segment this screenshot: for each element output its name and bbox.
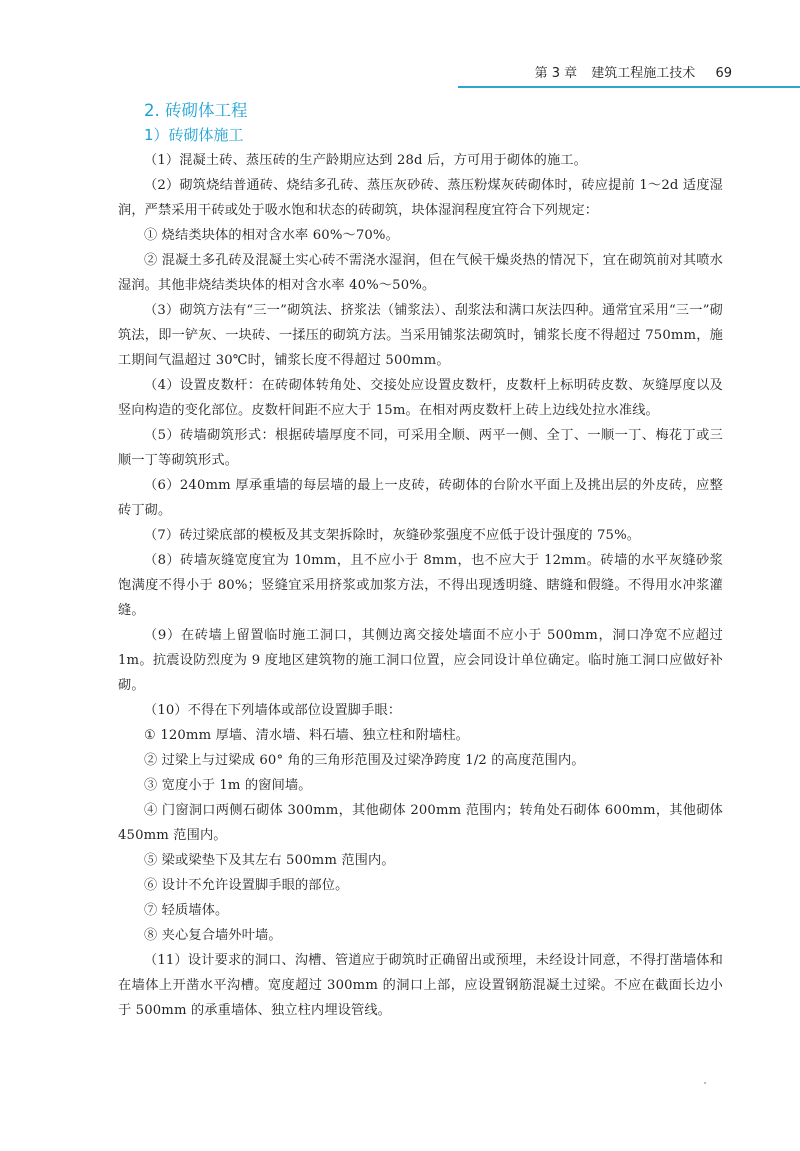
paragraph: （4）设置皮数杆：在砖砌体转角处、交接处应设置皮数杆，皮数杆上标明砖皮数、灰缝厚度以及竖向构造的变化部位。皮数杆间距不应大于 15m。在相对两皮数杆上砖上边线处拉水准线。 <box>118 378 723 418</box>
chapter-label: 第 3 章 <box>534 66 578 81</box>
section-heading: 2. 砖砌体工程 <box>144 101 248 120</box>
header-rule <box>458 86 800 88</box>
list-item: ② 混凝土多孔砖及混凝土实心砖不需浇水湿润，但在气候干燥炎热的情况下，宜在砌筑前对其喷水湿润。其他非烧结类块体的相对含水率 40%～50%。 <box>118 253 723 293</box>
list-item: ⑦ 轻质墙体。 <box>144 903 229 918</box>
paragraph: （2）砌筑烧结普通砖、烧结多孔砖、蒸压灰砂砖、蒸压粉煤灰砖砌体时，砖应提前 1～2d 适度湿润，严禁采用干砖或处于吸水饱和状态的砖砌筑，块体湿润程度宜符合下列规定： <box>118 178 723 218</box>
list-item: ④ 门窗洞口两侧石砌体 300mm，其他砌体 200mm 范围内；转角处石砌体 600mm，其他砌体 450mm 范围内。 <box>118 803 723 843</box>
list-item: ① 120mm 厚墙、清水墙、料石墙、独立柱和附墙柱。 <box>144 728 469 743</box>
chapter-title: 建筑工程施工技术 <box>591 66 696 81</box>
paragraph: （7）砖过梁底部的模板及其支架拆除时，灰缝砂浆强度不应低于设计强度的 75%。 <box>144 528 641 543</box>
paragraph: （10）不得在下列墙体或部位设置脚手眼： <box>144 703 402 718</box>
subsection-heading: 1）砖砌体施工 <box>144 126 244 144</box>
list-item: ⑧ 夹心复合墙外叶墙。 <box>144 928 282 943</box>
page-header <box>0 54 800 88</box>
page-number: 69 <box>715 66 732 81</box>
paragraph: （3）砌筑方法有“三一”砌筑法、挤浆法（铺浆法）、刮浆法和满口灰法四种。通常宜采用“三一”砌筑法，即一铲灰、一块砖、一揉压的砌筑方法。当采用铺浆法砌筑时，铺浆长度不得超过 750mm，施工期间气温超过 30℃时，铺浆长度不得超过 500mm。 <box>118 303 723 368</box>
list-item: ② 过梁上与过梁成 60° 角的三角形范围及过梁净跨度 1/2 的高度范围内。 <box>144 753 585 768</box>
paragraph: （6）240mm 厚承重墙的每层墙的最上一皮砖，砖砌体的台阶水平面上及挑出层的外皮砖，应整砖丁砌。 <box>118 478 723 518</box>
page-speck <box>704 1082 706 1084</box>
list-item: ③ 宽度小于 1m 的窗间墙。 <box>144 778 312 793</box>
list-item: ⑥ 设计不允许设置脚手眼的部位。 <box>144 878 349 893</box>
paragraph: （1）混凝土砖、蒸压砖的生产龄期应达到 28d 后，方可用于砌体的施工。 <box>144 153 588 168</box>
paragraph: （11）设计要求的洞口、沟槽、管道应于砌筑时正确留出或预埋，未经设计同意，不得打凿墙体和在墙体上开凿水平沟槽。宽度超过 300mm 的洞口上部，应设置钢筋混凝土过梁。不应在截面长边小于 500mm 的承重墙体、独立柱内埋设管线。 <box>118 953 723 1018</box>
paragraph: （9）在砖墙上留置临时施工洞口，其侧边离交接处墙面不应小于 500mm，洞口净宽不应超过 1m。抗震设防烈度为 9 度地区建筑物的施工洞口位置，应会同设计单位确定。临时施工洞口应做好补砌。 <box>118 628 723 693</box>
paragraph: （5）砖墙砌筑形式：根据砖墙厚度不同，可采用全顺、两平一侧、全丁、一顺一丁、梅花丁或三顺一丁等砌筑形式。 <box>118 428 723 468</box>
paragraph: （8）砖墙灰缝宽度宜为 10mm，且不应小于 8mm，也不应大于 12mm。砖墙的水平灰缝砂浆饱满度不得小于 80%；竖缝宜采用挤浆或加浆方法，不得出现透明缝、瞎缝和假缝。不得用水冲浆灌缝。 <box>118 553 723 618</box>
list-item: ① 烧结类块体的相对含水率 60%～70%。 <box>144 228 399 243</box>
page-body <box>118 98 723 1023</box>
list-item: ⑤ 梁或梁垫下及其左右 500mm 范围内。 <box>144 853 395 868</box>
running-header <box>535 62 732 81</box>
